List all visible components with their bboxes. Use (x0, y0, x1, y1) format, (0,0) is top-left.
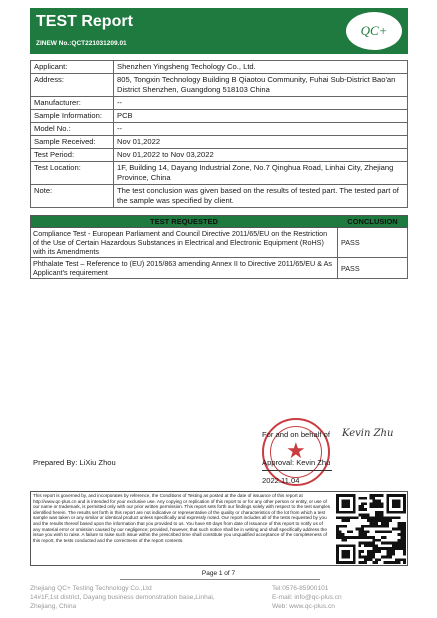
report-header (30, 8, 408, 54)
info-row (31, 185, 408, 208)
signature-line (262, 470, 332, 471)
info-value: Nov 01,2022 to Nov 03,2022 (114, 149, 408, 162)
info-value: PCB (114, 110, 408, 123)
footer-address (30, 584, 215, 611)
test-request: Phthalate Test – Reference to (EU) 2015/863 amending Annex II to Directive 2011/65/EU & As Applicant's requirement (31, 258, 338, 279)
info-value: The test conclusion was given based on the results of tested part. The tested part of the sample was specified by client. (114, 185, 408, 208)
test-row (31, 258, 408, 279)
report-number: ZINEW No.:QCT221031209.01 (36, 40, 127, 47)
logo-text: QC+ (360, 23, 388, 38)
info-label: Manufacturer: (31, 97, 114, 110)
info-row (31, 110, 408, 123)
footer-address-line1: 14#1F,1st district, Dayang business demonstration base,Linhai, (30, 594, 215, 601)
qc-plus-logo (346, 12, 402, 50)
info-row (31, 136, 408, 149)
info-label: Address: (31, 74, 114, 97)
info-row (31, 61, 408, 74)
disclaimer-box (30, 491, 408, 566)
footer-contact (272, 584, 342, 611)
info-label: Sample Received: (31, 136, 114, 149)
footer-email: E-mail: info@qc-plus.cn (272, 594, 342, 601)
test-request: Compliance Test - European Parliament and Council Directive 2011/65/EU on the Restriction of the Use of Certain Hazardous Substances in Electrical and Electronic Equipment (RoHS) with its Amendments (31, 228, 338, 258)
seal-star-icon: ★ (286, 438, 306, 463)
handwritten-signature: Kevin Zhu (342, 428, 394, 439)
info-row (31, 162, 408, 185)
info-value: Nov 01,2022 (114, 136, 408, 149)
info-label: Applicant: (31, 61, 114, 74)
info-value: 1F, Building 14, Dayang Industrial Zone, No.7 Qinghua Road, Linhai City, Zhejiang Province, China (114, 162, 408, 185)
info-value: -- (114, 97, 408, 110)
test-row (31, 228, 408, 258)
page-number: Page 1 of 7 (201, 570, 236, 577)
approval-line: Approval: Kevin Zhu (262, 458, 331, 467)
on-behalf-label: For and on behalf of (262, 430, 330, 439)
page-divider (120, 579, 320, 580)
test-requested-table (30, 215, 408, 279)
info-value: -- (114, 123, 408, 136)
info-value: Shenzhen Yingsheng Techology Co., Ltd. (114, 61, 408, 74)
conclusion-header: CONCLUSION (338, 216, 408, 228)
footer-web: Web: www.qc-plus.cn (272, 603, 335, 610)
report-title: TEST Report (36, 13, 133, 30)
info-label: Sample Information: (31, 110, 114, 123)
qr-code-icon (336, 494, 406, 564)
approval-date: 2022.11.04 (262, 476, 300, 485)
prepared-by: Prepared By: LiXiu Zhou (33, 458, 116, 467)
applicant-info-table (30, 60, 408, 208)
info-label: Note: (31, 185, 114, 208)
disclaimer-text: This report is governed by, and incorporates by reference, the Conditions of Testing as posted at the date of issuance of this report at http://www.qc-plus.cn and is intended for your exclusive use. Any copying or replication of this report to or for any other person or entity, or use of our name or trademark, is permitted only with our prior written permission. This report sets forth our findings solely with respect to the test samples identified herein. The results set forth in this report are not indicative or representative of the quality or characteristics of the lot from which a test sample was taken or any similar or identical product unless specifically and expressly noted. Our report includes all of the tests requested by you and the results thereof based upon the information that you provided to us. You have 60 days from date of issuance of this report to notify us of any material error or omission caused by our negligence; provided, however, that such notice shall be in writing and shall specifically address the issue you wish to raise. A failure to raise such issue within the prescribed time shall constitute you unqualified acceptance of the completeness of this report, the tests conducted and the correctness of the report contents. (33, 493, 331, 543)
test-conclusion: PASS (338, 258, 408, 279)
info-row (31, 97, 408, 110)
info-row (31, 149, 408, 162)
info-row (31, 123, 408, 136)
info-label: Test Location: (31, 162, 114, 185)
footer-address-line2: Zhejiang, China (30, 603, 77, 610)
info-label: Model No.: (31, 123, 114, 136)
footer-company: Zhejiang QC+ Testing Technology Co.,Ltd (30, 585, 152, 592)
test-conclusion: PASS (338, 228, 408, 258)
info-label: Test Period: (31, 149, 114, 162)
info-row (31, 74, 408, 97)
test-requested-header: TEST REQUESTED (31, 216, 338, 228)
info-value: 805, Tongxin Technology Building B Qiaotou Community, Fuhai Sub-District Bao'an District Shenzhen, Guangdong 518103 China (114, 74, 408, 97)
footer-tel: Tel:0576-85900101 (272, 585, 329, 592)
